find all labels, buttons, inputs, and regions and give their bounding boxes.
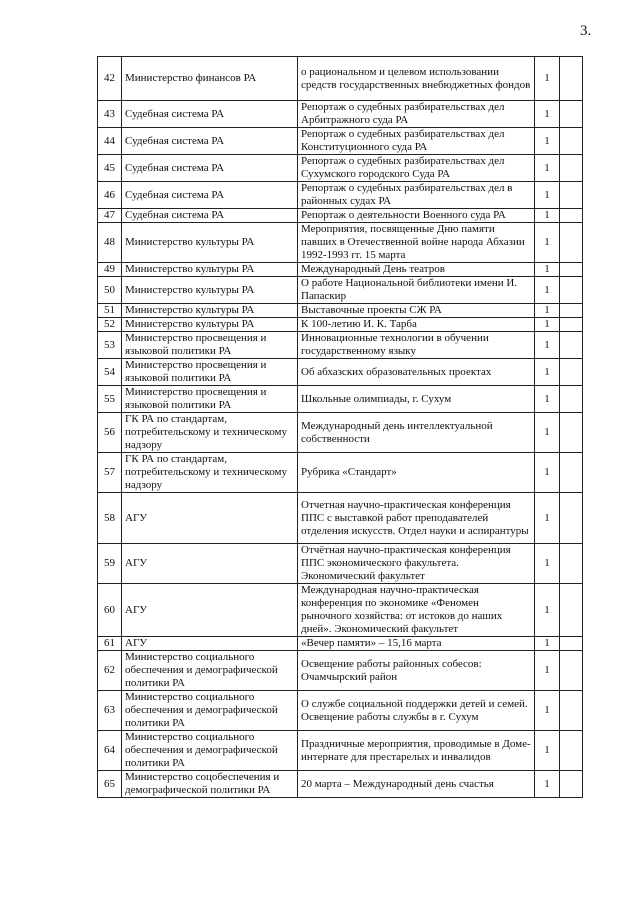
empty-cell (560, 209, 583, 223)
empty-cell (560, 223, 583, 263)
organization-cell: Министерство культуры РА (122, 318, 298, 332)
empty-cell (560, 731, 583, 771)
table-row (98, 691, 583, 731)
count-cell: 1 (535, 651, 560, 691)
organization-cell: Министерство культуры РА (122, 223, 298, 263)
topic-cell: К 100-летию И. К. Тарба (298, 318, 535, 332)
table-row (98, 223, 583, 263)
organization-cell: Судебная система РА (122, 101, 298, 128)
empty-cell (560, 57, 583, 101)
table-row (98, 584, 583, 637)
count-cell: 1 (535, 263, 560, 277)
organization-cell: Министерство культуры РА (122, 263, 298, 277)
empty-cell (560, 101, 583, 128)
organization-cell: Министерство соцобеспечения и демографической политики РА (122, 771, 298, 798)
organization-cell: Министерство просвещения и языковой политики РА (122, 359, 298, 386)
organization-cell: АГУ (122, 493, 298, 544)
empty-cell (560, 182, 583, 209)
table-row (98, 155, 583, 182)
topic-cell: Международная научно-практическая конференция по экономике «Феномен рыночного хозяйства: от истоков до наших дней». Экономический факультет (298, 584, 535, 637)
count-cell: 1 (535, 691, 560, 731)
empty-cell (560, 691, 583, 731)
table-row (98, 637, 583, 651)
topic-cell: Об абхазских образовательных проектах (298, 359, 535, 386)
empty-cell (560, 413, 583, 453)
count-cell: 1 (535, 57, 560, 101)
table-row (98, 263, 583, 277)
row-number-cell: 65 (98, 771, 122, 798)
count-cell: 1 (535, 386, 560, 413)
organization-cell: Судебная система РА (122, 209, 298, 223)
organization-cell: АГУ (122, 637, 298, 651)
row-number-cell: 49 (98, 263, 122, 277)
table-row (98, 771, 583, 798)
row-number-cell: 50 (98, 277, 122, 304)
table-row (98, 731, 583, 771)
topic-cell: О службе социальной поддержки детей и семей. Освещение работы службы в г. Сухум (298, 691, 535, 731)
row-number-cell: 56 (98, 413, 122, 453)
count-cell: 1 (535, 209, 560, 223)
count-cell: 1 (535, 318, 560, 332)
empty-cell (560, 771, 583, 798)
page-number: 3. (580, 23, 592, 39)
empty-cell (560, 453, 583, 493)
topic-cell: О работе Национальной библиотеки имени И. Папаскир (298, 277, 535, 304)
count-cell: 1 (535, 771, 560, 798)
organization-cell: ГК РА по стандартам, потребительскому и техническому надзору (122, 413, 298, 453)
topic-cell: Репортаж о судебных разбирательствах дел Конституционного суда РА (298, 128, 535, 155)
topic-cell: Отчетная научно-практическая конференция ППС с выставкой работ преподавателей отделения искусств. Отдел науки и аспирантуры (298, 493, 535, 544)
row-number-cell: 51 (98, 304, 122, 318)
empty-cell (560, 359, 583, 386)
organization-cell: Судебная система РА (122, 155, 298, 182)
topic-cell: Выставочные проекты СЖ РА (298, 304, 535, 318)
table-row (98, 128, 583, 155)
row-number-cell: 62 (98, 651, 122, 691)
row-number-cell: 59 (98, 544, 122, 584)
row-number-cell: 45 (98, 155, 122, 182)
empty-cell (560, 155, 583, 182)
topic-cell: Мероприятия, посвященные Дню памяти павших в Отечественной войне народа Абхазии 1992-1993 гг. 15 марта (298, 223, 535, 263)
table-row (98, 57, 583, 101)
organization-cell: Судебная система РА (122, 182, 298, 209)
table-row (98, 277, 583, 304)
empty-cell (560, 277, 583, 304)
row-number-cell: 61 (98, 637, 122, 651)
row-number-cell: 52 (98, 318, 122, 332)
row-number-cell: 54 (98, 359, 122, 386)
table-row (98, 209, 583, 223)
row-number-cell: 48 (98, 223, 122, 263)
table-row (98, 386, 583, 413)
topic-cell: 20 марта – Международный день счастья (298, 771, 535, 798)
organization-cell: АГУ (122, 584, 298, 637)
table-row (98, 332, 583, 359)
count-cell: 1 (535, 493, 560, 544)
table-body (98, 57, 583, 798)
count-cell: 1 (535, 101, 560, 128)
empty-cell (560, 332, 583, 359)
table-row (98, 651, 583, 691)
organization-cell: ГК РА по стандартам, потребительскому и техническому надзору (122, 453, 298, 493)
organization-cell: Министерство культуры РА (122, 277, 298, 304)
topic-cell: Международный День театров (298, 263, 535, 277)
table-row (98, 544, 583, 584)
count-cell: 1 (535, 453, 560, 493)
topic-cell: Отчётная научно-практическая конференция ППС экономического факультета. Экономический факультет (298, 544, 535, 584)
topic-cell: Освещение работы районных собесов: Очамчырский район (298, 651, 535, 691)
empty-cell (560, 493, 583, 544)
row-number-cell: 64 (98, 731, 122, 771)
topic-cell: Репортаж о деятельности Военного суда РА (298, 209, 535, 223)
count-cell: 1 (535, 128, 560, 155)
count-cell: 1 (535, 359, 560, 386)
row-number-cell: 42 (98, 57, 122, 101)
row-number-cell: 44 (98, 128, 122, 155)
row-number-cell: 58 (98, 493, 122, 544)
table-row (98, 318, 583, 332)
empty-cell (560, 544, 583, 584)
topic-cell: «Вечер памяти» – 15,16 марта (298, 637, 535, 651)
organization-cell: Министерство социального обеспечения и демографической политики РА (122, 691, 298, 731)
count-cell: 1 (535, 223, 560, 263)
topic-cell: Репортаж о судебных разбирательствах дел Сухумского городского Суда РА (298, 155, 535, 182)
empty-cell (560, 304, 583, 318)
media-plan-table (97, 56, 583, 798)
row-number-cell: 43 (98, 101, 122, 128)
count-cell: 1 (535, 304, 560, 318)
topic-cell: Праздничные мероприятия, проводимые в Доме-интернате для престарелых и инвалидов (298, 731, 535, 771)
row-number-cell: 55 (98, 386, 122, 413)
count-cell: 1 (535, 332, 560, 359)
empty-cell (560, 386, 583, 413)
count-cell: 1 (535, 544, 560, 584)
topic-cell: Репортаж о судебных разбирательствах дел Арбитражного суда РА (298, 101, 535, 128)
row-number-cell: 60 (98, 584, 122, 637)
table-row (98, 453, 583, 493)
table-row (98, 304, 583, 318)
table-row (98, 182, 583, 209)
empty-cell (560, 584, 583, 637)
count-cell: 1 (535, 155, 560, 182)
organization-cell: Министерство культуры РА (122, 304, 298, 318)
row-number-cell: 57 (98, 453, 122, 493)
empty-cell (560, 318, 583, 332)
row-number-cell: 63 (98, 691, 122, 731)
organization-cell: Министерство финансов РА (122, 57, 298, 101)
count-cell: 1 (535, 413, 560, 453)
empty-cell (560, 263, 583, 277)
topic-cell: Школьные олимпиады, г. Сухум (298, 386, 535, 413)
topic-cell: о рациональном и целевом использовании средств государственных внебюджетных фондов (298, 57, 535, 101)
topic-cell: Рубрика «Стандарт» (298, 453, 535, 493)
table-row (98, 101, 583, 128)
row-number-cell: 46 (98, 182, 122, 209)
row-number-cell: 53 (98, 332, 122, 359)
count-cell: 1 (535, 731, 560, 771)
organization-cell: АГУ (122, 544, 298, 584)
empty-cell (560, 651, 583, 691)
organization-cell: Министерство просвещения и языковой политики РА (122, 386, 298, 413)
topic-cell: Репортаж о судебных разбирательствах дел в районных судах РА (298, 182, 535, 209)
organization-cell: Министерство социального обеспечения и демографической политики РА (122, 731, 298, 771)
count-cell: 1 (535, 182, 560, 209)
count-cell: 1 (535, 277, 560, 304)
topic-cell: Международный день интеллектуальной собственности (298, 413, 535, 453)
count-cell: 1 (535, 637, 560, 651)
topic-cell: Инновационные технологии в обучении государственному языку (298, 332, 535, 359)
organization-cell: Министерство просвещения и языковой политики РА (122, 332, 298, 359)
organization-cell: Судебная система РА (122, 128, 298, 155)
empty-cell (560, 637, 583, 651)
count-cell: 1 (535, 584, 560, 637)
organization-cell: Министерство социального обеспечения и демографической политики РА (122, 651, 298, 691)
table-row (98, 413, 583, 453)
table-row (98, 493, 583, 544)
row-number-cell: 47 (98, 209, 122, 223)
table-row (98, 359, 583, 386)
empty-cell (560, 128, 583, 155)
